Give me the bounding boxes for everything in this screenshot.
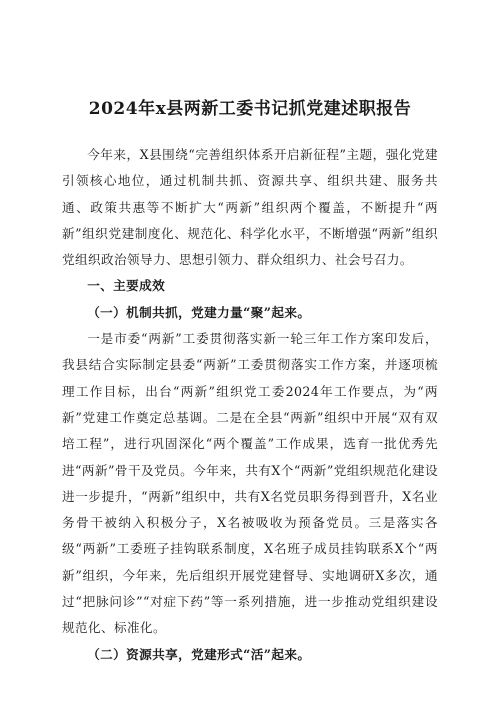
subsection-paragraph: 一是市委“两新”工委贯彻落实新一轮三年工作方案印发后，我县结合实际制定县委“两新”工委贯彻落实工作方案，并逐项梳理工作目标，出台“两新”组织党工委2024年工作要点，为“两新”党建工作奠定总基调。二是在全县“两新”组织中开展“双有双培工程”，进行巩固深化“两个覆盖”工作成果，选育一批优秀先进“两新”骨干及党员。今年来，共有X个“两新”党组织规范化建设进一步提升，“两新”组织中，共有X名党员职务得到晋升，X名业务骨干被纳入积极分子，X名被吸收为预备党员。三是落实各级“两新”工委班子挂钩联系制度，X名班子成员挂钩联系X个“两新”组织，今年来，先后组织开展党建督导、实地调研X多次，通过“把脉问诊”“对症下药”等一系列措施，进一步推动党组织建设规范化、标准化。 bbox=[62, 331, 438, 636]
document-title: 2024年x县两新工委书记抓党建述职报告 bbox=[88, 99, 412, 119]
document-body bbox=[62, 142, 438, 668]
subsection-heading: （一）机制共抓，党建力量“聚”起来。 bbox=[87, 304, 311, 320]
section-heading: 一、主要成效 bbox=[87, 278, 166, 294]
subsection-heading: （二）资源共享，党建形式“活”起来。 bbox=[87, 646, 311, 662]
intro-paragraph: 今年来，X县围绕“完善组织体系开启新征程”主题，强化党建引领核心地位，通过机制共抓、资源共享、组织共建、服务共通、政策共惠等不断扩大“两新”组织两个覆盖，不断提升“两新”组织党建制度化、规范化、科学化水平，不断增强“两新”组织党组织政治领导力、思想引领力、群众组织力、社会号召力。 bbox=[62, 147, 438, 268]
